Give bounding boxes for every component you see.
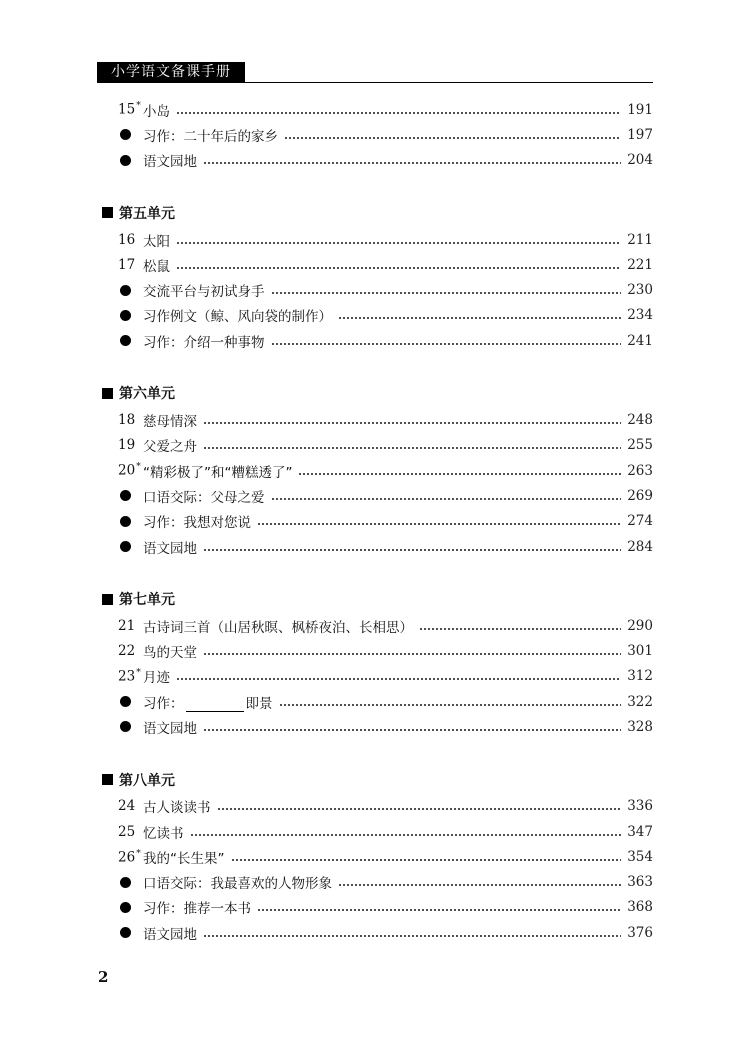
entry-title: 古人谈读书 — [143, 800, 211, 817]
toc-entry — [100, 613, 653, 638]
lesson-number-text: 15 — [118, 101, 136, 118]
optional-star-icon: * — [136, 848, 141, 859]
dot-leader — [271, 336, 622, 346]
entry-page-number: 284 — [627, 538, 653, 555]
bullet-icon-cell — [100, 490, 143, 501]
entry-title: 鸟的天堂 — [143, 645, 197, 662]
dot-leader — [217, 801, 622, 811]
entry-page-number: 328 — [627, 718, 653, 735]
bullet-icon-cell — [100, 285, 143, 296]
dot-leader — [419, 621, 621, 631]
entry-title: 语文园地 — [143, 720, 197, 737]
lesson-number — [100, 232, 143, 248]
entry-page-number: 336 — [627, 798, 653, 815]
fill-in-blank — [186, 699, 244, 712]
dot-leader — [257, 902, 621, 912]
bullet-icon-cell — [100, 877, 143, 888]
lesson-number-text: 26 — [118, 849, 136, 866]
entry-title: 习作：我想对您说 — [143, 515, 251, 532]
entry-page-number: 263 — [627, 462, 653, 479]
unit-heading — [100, 766, 653, 794]
bullet-icon — [120, 490, 131, 501]
bullet-icon-cell — [100, 927, 143, 938]
dot-leader — [271, 491, 622, 501]
dot-leader — [284, 130, 621, 140]
bullet-icon — [120, 335, 131, 346]
section-gap — [100, 740, 653, 766]
bullet-icon — [120, 696, 131, 707]
section-gap — [100, 559, 653, 585]
toc-entry — [100, 638, 653, 663]
square-bullet-icon — [102, 594, 113, 605]
bullet-icon — [120, 877, 131, 888]
bullet-icon-cell — [100, 335, 143, 346]
entry-page-number: 301 — [627, 643, 653, 660]
entry-page-number: 274 — [627, 513, 653, 530]
toc-entry — [100, 714, 653, 739]
lesson-number-text: 18 — [118, 412, 136, 429]
entry-page-number: 269 — [627, 487, 653, 504]
lesson-number-text: 23 — [118, 668, 136, 685]
lesson-number — [100, 849, 143, 866]
dot-leader — [203, 928, 621, 938]
entry-title: 我的“长生果” — [143, 850, 225, 867]
toc-entry — [100, 895, 653, 920]
dot-leader — [203, 722, 621, 732]
lesson-number-text: 22 — [118, 643, 136, 660]
entry-title — [143, 692, 273, 712]
dot-leader — [190, 827, 622, 837]
toc-entry — [100, 509, 653, 534]
section-gap — [100, 173, 653, 199]
toc-entry — [100, 433, 653, 458]
entry-page-number: 221 — [627, 256, 653, 273]
toc-entry — [100, 122, 653, 147]
lesson-number — [100, 101, 143, 118]
dot-leader — [176, 260, 621, 270]
toc-entry — [100, 794, 653, 819]
bullet-icon — [120, 516, 131, 527]
entry-title: “精彩极了”和“糟糕透了” — [143, 464, 293, 481]
lesson-number-text: 16 — [118, 231, 136, 248]
lesson-number — [100, 798, 143, 814]
entry-title: 交流平台与初试身手 — [143, 284, 265, 301]
entry-page-number: 354 — [627, 848, 653, 865]
lesson-number — [100, 824, 143, 840]
entry-page-number: 347 — [627, 823, 653, 840]
square-bullet-icon — [102, 207, 113, 218]
entry-page-number: 290 — [627, 617, 653, 634]
bullet-icon-cell — [100, 696, 143, 707]
toc-entry — [100, 458, 653, 483]
entry-page-number: 376 — [627, 924, 653, 941]
lesson-number-text: 17 — [118, 256, 136, 273]
lesson-number-text: 25 — [118, 823, 136, 840]
dot-leader — [176, 105, 621, 115]
lesson-number — [100, 462, 143, 479]
optional-star-icon: * — [136, 668, 141, 679]
entry-title: 习作：二十年后的家乡 — [143, 128, 278, 145]
optional-star-icon: * — [136, 101, 141, 112]
toc-entry — [100, 689, 653, 714]
bullet-icon — [120, 155, 131, 166]
bullet-icon-cell — [100, 721, 143, 732]
entry-page-number: 255 — [627, 437, 653, 454]
entry-title: 习作例文（鲸、风向袋的制作） — [143, 309, 332, 326]
dot-leader — [338, 877, 621, 887]
lesson-number-text: 19 — [118, 437, 136, 454]
lesson-number-text: 21 — [118, 617, 136, 634]
entry-title: 习作：推荐一本书 — [143, 901, 251, 918]
header-rule — [97, 82, 653, 83]
page-number: 2 — [98, 968, 109, 986]
toc-entry — [100, 227, 653, 252]
entry-title: 月迹 — [143, 670, 170, 687]
entry-title: 语文园地 — [143, 926, 197, 943]
dot-leader — [176, 235, 621, 245]
unit-title: 第六单元 — [119, 386, 175, 403]
entry-page-number: 211 — [627, 231, 653, 248]
lesson-number — [100, 257, 143, 273]
dot-leader — [257, 516, 621, 526]
table-of-contents — [100, 97, 653, 945]
bullet-icon — [120, 927, 131, 938]
bullet-icon — [120, 310, 131, 321]
dot-leader — [338, 310, 621, 320]
lesson-number — [100, 618, 143, 634]
bullet-icon — [120, 721, 131, 732]
entry-page-number: 234 — [627, 307, 653, 324]
bullet-icon-cell — [100, 516, 143, 527]
bullet-icon-cell — [100, 155, 143, 166]
toc-entry — [100, 97, 653, 122]
bullet-icon-cell — [100, 902, 143, 913]
bullet-icon — [120, 541, 131, 552]
dot-leader — [203, 646, 621, 656]
bullet-icon-cell — [100, 310, 143, 321]
dot-leader — [231, 852, 622, 862]
entry-page-number: 248 — [627, 412, 653, 429]
entry-page-number: 322 — [627, 693, 653, 710]
entry-title: 语文园地 — [143, 154, 197, 171]
toc-entry — [100, 303, 653, 328]
lesson-number-text: 20 — [118, 462, 136, 479]
entry-title: 口语交际：父母之爱 — [143, 489, 265, 506]
bullet-icon-cell — [100, 541, 143, 552]
bullet-icon — [120, 285, 131, 296]
dot-leader — [279, 697, 622, 707]
bullet-icon — [120, 129, 131, 140]
entry-page-number: 363 — [627, 874, 653, 891]
entry-title: 习作：介绍一种事物 — [143, 334, 265, 351]
entry-title: 小岛 — [143, 103, 170, 120]
lesson-number — [100, 437, 143, 453]
dot-leader — [203, 155, 621, 165]
toc-entry — [100, 407, 653, 432]
toc-entry — [100, 844, 653, 869]
entry-title-prefix: 习作： — [143, 695, 184, 712]
lesson-number — [100, 643, 143, 659]
toc-entry — [100, 277, 653, 302]
toc-entry — [100, 252, 653, 277]
dot-leader — [203, 440, 621, 450]
entry-title-suffix: 即景 — [245, 695, 273, 712]
entry-title: 松鼠 — [143, 258, 170, 275]
entry-title: 语文园地 — [143, 540, 197, 557]
toc-entry — [100, 148, 653, 173]
unit-title: 第八单元 — [119, 772, 175, 789]
entry-title: 古诗词三首（山居秋暝、枫桥夜泊、长相思） — [143, 619, 413, 636]
unit-title: 第七单元 — [119, 592, 175, 609]
section-gap — [100, 353, 653, 379]
toc-entry — [100, 534, 653, 559]
toc-entry — [100, 328, 653, 353]
entry-page-number: 204 — [627, 152, 653, 169]
optional-star-icon: * — [136, 462, 141, 473]
entry-page-number: 191 — [627, 101, 653, 118]
entry-page-number: 312 — [627, 668, 653, 685]
toc-entry — [100, 483, 653, 508]
entry-title: 慈母情深 — [143, 414, 197, 431]
toc-entry — [100, 870, 653, 895]
entry-title: 太阳 — [143, 233, 170, 250]
entry-page-number: 241 — [627, 332, 653, 349]
lesson-number — [100, 412, 143, 428]
toc-entry — [100, 819, 653, 844]
square-bullet-icon — [102, 774, 113, 785]
entry-title: 忆读书 — [143, 825, 184, 842]
unit-heading — [100, 379, 653, 407]
entry-page-number: 230 — [627, 282, 653, 299]
lesson-number-text: 24 — [118, 798, 136, 815]
lesson-number — [100, 668, 143, 685]
bullet-icon — [120, 902, 131, 913]
unit-title: 第五单元 — [119, 205, 175, 222]
square-bullet-icon — [102, 388, 113, 399]
entry-title: 父爱之舟 — [143, 439, 197, 456]
entry-title: 口语交际：我最喜欢的人物形象 — [143, 876, 332, 893]
dot-leader — [203, 415, 621, 425]
unit-heading — [100, 585, 653, 613]
dot-leader — [176, 671, 621, 681]
toc-entry — [100, 920, 653, 945]
entry-page-number: 368 — [627, 899, 653, 916]
toc-entry — [100, 664, 653, 689]
unit-heading — [100, 199, 653, 227]
dot-leader — [271, 285, 622, 295]
dot-leader — [298, 466, 621, 476]
running-header: 小学语文备课手册 — [97, 62, 245, 82]
bullet-icon-cell — [100, 129, 143, 140]
entry-page-number: 197 — [627, 126, 653, 143]
dot-leader — [203, 542, 621, 552]
